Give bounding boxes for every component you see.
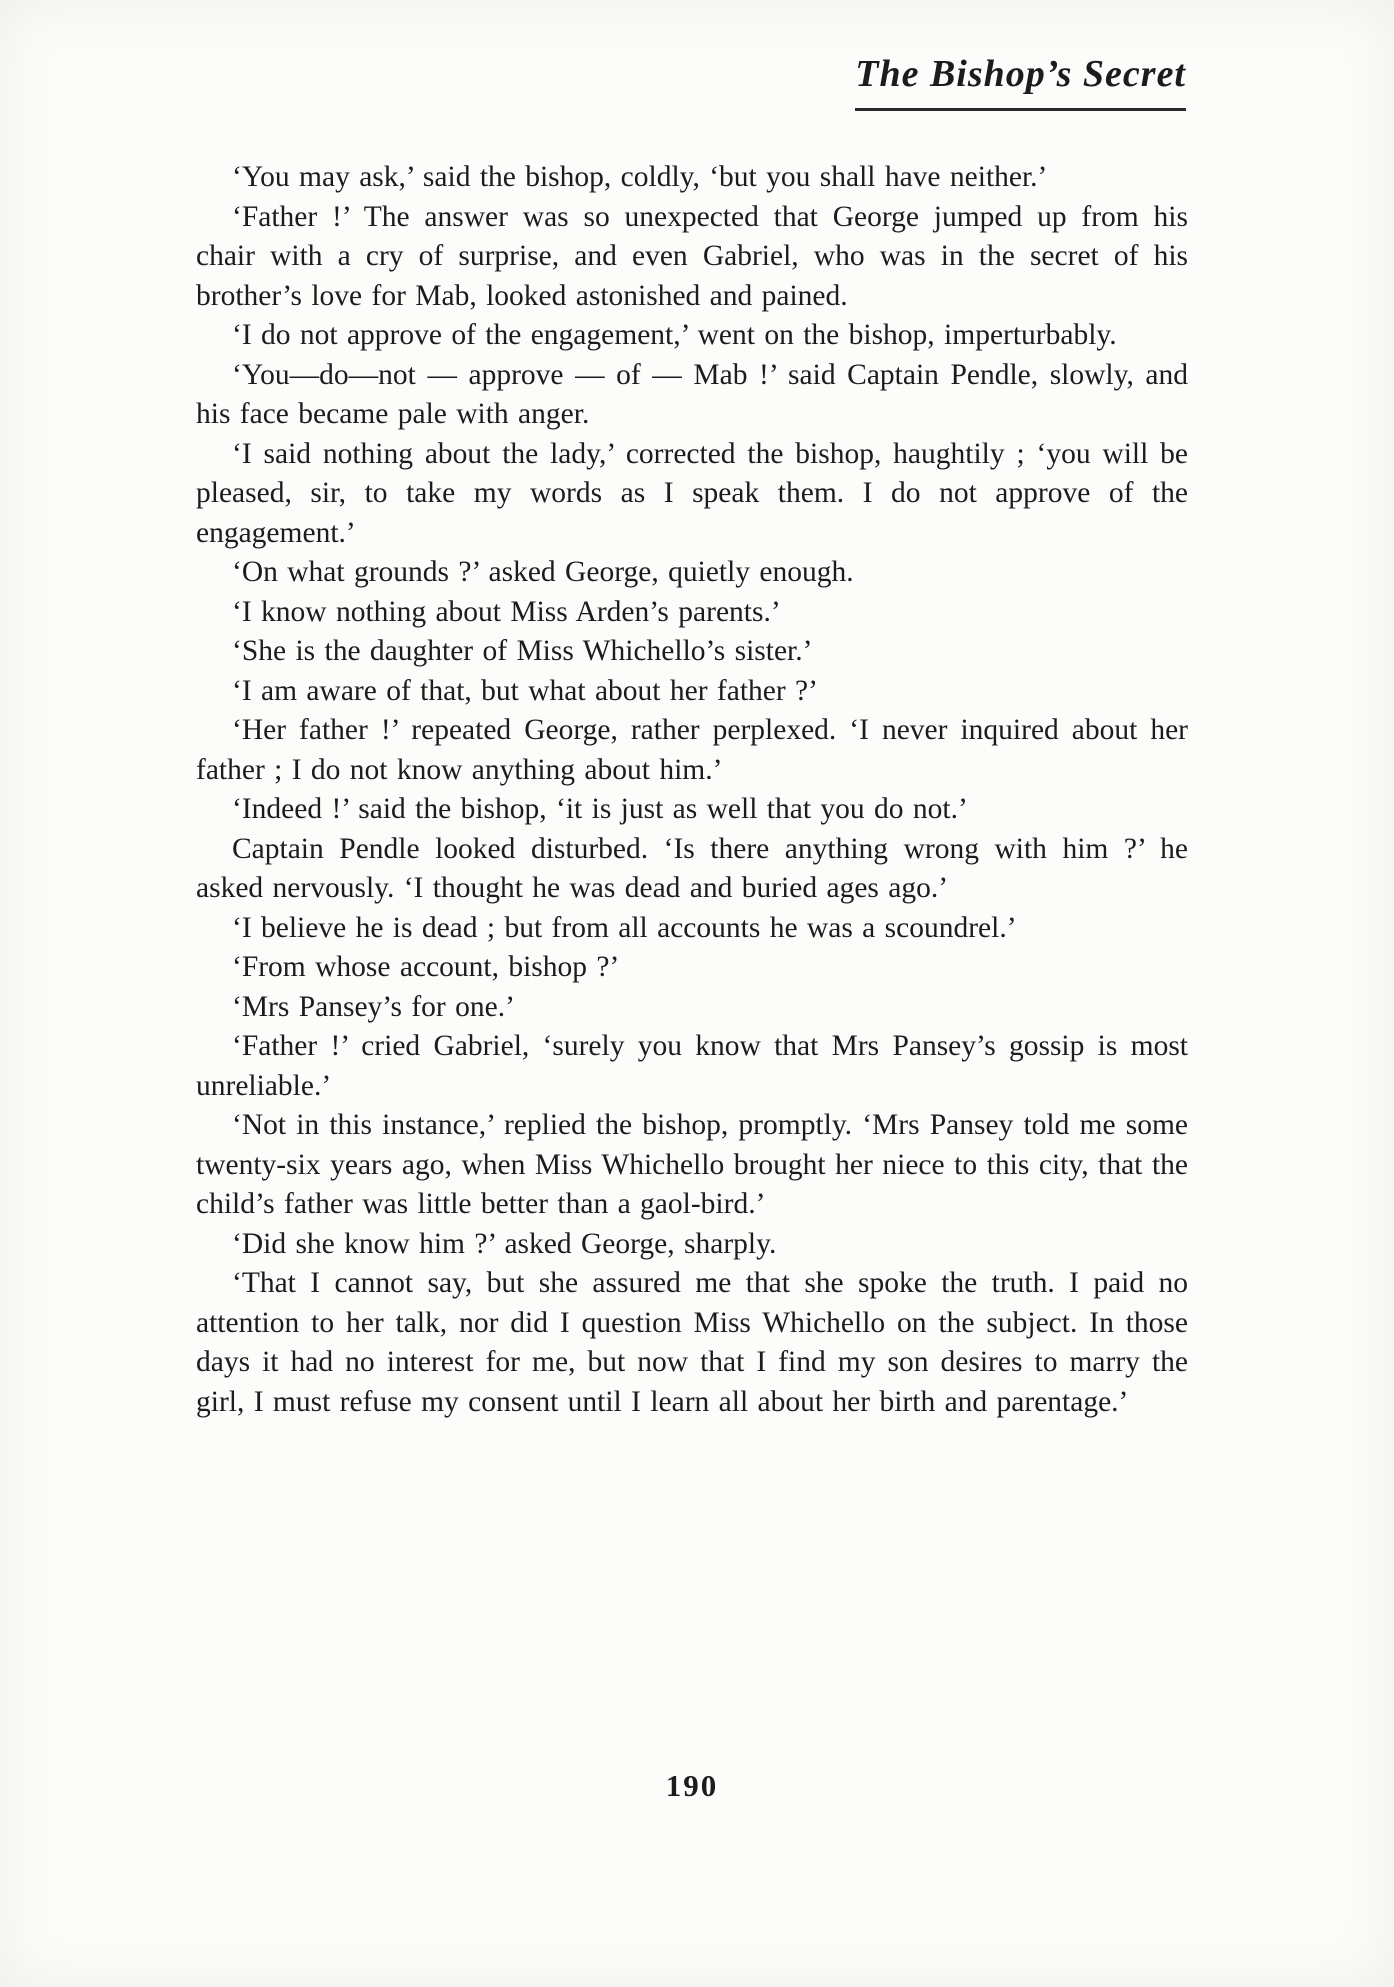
paragraph: ‘Mrs Pansey’s for one.’	[232, 990, 515, 1023]
paragraph: ‘I believe he is dead ; but from all accounts he was a scoundrel.’	[232, 911, 1017, 944]
paragraph: ‘I am aware of that, but what about her father ?’	[232, 674, 818, 707]
paragraph: ‘Not in this instance,’ replied the bishop, promptly. ‘Mrs Pansey told me some twenty-six years ago, when Miss Whichello brought her niece to this city, that the child’s father was little better than a gaol-bird.’	[196, 1109, 1188, 1220]
paragraph: ‘I said nothing about the lady,’ corrected the bishop, haughtily ; ‘you will be pleased, sir, to take my words as I speak them. I do not approve of the engagement.’	[196, 437, 1188, 549]
paragraph: ‘Father !’ The answer was so unexpected that George jumped up from his chair with a cry of surprise, and even Gabriel, who was in the secret of his brother’s love for Mab, looked astonished and pained.	[196, 200, 1188, 312]
paragraph: ‘On what grounds ?’ asked George, quietly enough.	[232, 556, 854, 588]
paragraph: ‘I know nothing about Miss Arden’s parents.’	[232, 595, 781, 628]
paragraph: Captain Pendle looked disturbed. ‘Is there anything wrong with him ?’ he asked nervously. ‘I thought he was dead and buried ages ago.’	[196, 832, 1188, 904]
page-body	[196, 158, 1188, 1422]
page-footer	[196, 1768, 1188, 1804]
page-title: The Bishop’s Secret	[855, 52, 1186, 111]
paragraph: ‘Her father !’ repeated George, rather perplexed. ‘I never inquired about her father ; I do not know anything about him.’	[196, 714, 1188, 786]
paragraph: ‘You may ask,’ said the bishop, coldly, ‘but you shall have neither.’	[232, 161, 1048, 193]
running-header	[855, 52, 1186, 111]
paragraph: ‘You—do—not — approve — of — Mab !’ said Captain Pendle, slowly, and his face became pale with anger.	[196, 358, 1188, 430]
paragraph: ‘That I cannot say, but she assured me that she spoke the truth. I paid no attention to her talk, nor did I question Miss Whichello on the subject. In those days it had no interest for me, but now that I find my son desires to marry the girl, I must refuse my consent until I learn all about her birth and parentage.’	[196, 1267, 1188, 1418]
page-number: 190	[665, 1768, 719, 1803]
paragraph: ‘She is the daughter of Miss Whichello’s sister.’	[232, 635, 813, 667]
paragraph: ‘I do not approve of the engagement,’ went on the bishop, imperturbably.	[232, 319, 1117, 351]
paragraph: ‘Did she know him ?’ asked George, sharply.	[232, 1227, 777, 1260]
paragraph: ‘From whose account, bishop ?’	[232, 951, 620, 983]
paragraph: ‘Indeed !’ said the bishop, ‘it is just as well that you do not.’	[232, 793, 968, 825]
paragraph: ‘Father !’ cried Gabriel, ‘surely you know that Mrs Pansey’s gossip is most unreliable.’	[196, 1030, 1188, 1102]
